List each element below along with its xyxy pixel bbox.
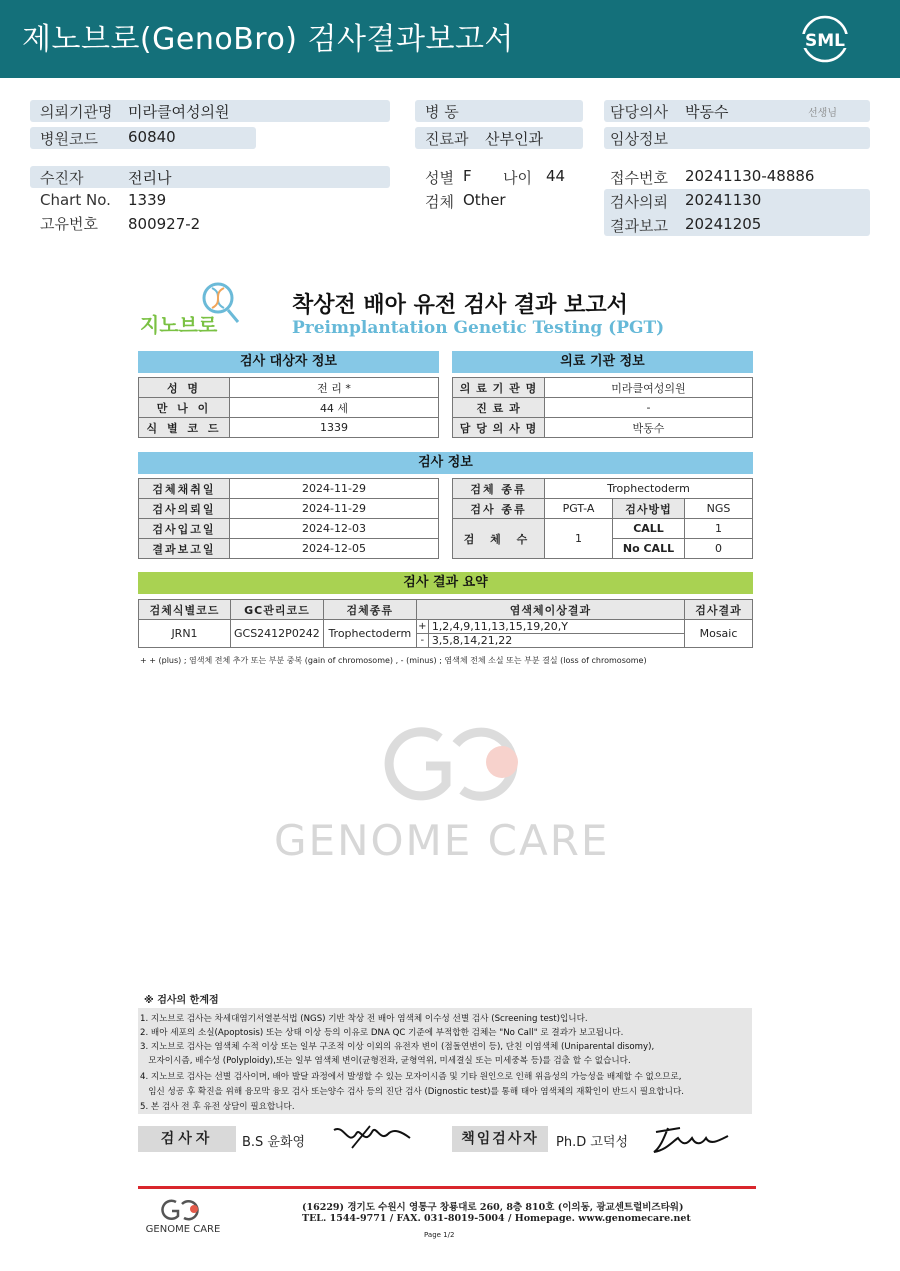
subject-id-label: 식 별 코 드 <box>139 418 230 438</box>
count-value: 1 <box>545 519 613 559</box>
clinic-dept-value: - <box>545 398 753 418</box>
receipt-value: 20241130-48886 <box>685 167 815 185</box>
clinical-info-label: 임상정보 <box>610 130 668 148</box>
subject-info-table <box>138 377 439 438</box>
institution-value: 미라클여성의원 <box>128 103 230 121</box>
report-date-value: 20241205 <box>685 215 762 233</box>
genobro-logo <box>140 280 250 340</box>
genobro-logo-text: 지노브로 <box>140 313 218 337</box>
doctor-label: 담당의사 <box>610 103 668 121</box>
report-title: 착상전 배아 유전 검사 결과 보고서 <box>292 293 628 318</box>
table-row <box>453 418 753 438</box>
table-row <box>139 539 439 559</box>
tester-signature <box>330 1120 414 1154</box>
summary-table <box>138 599 753 648</box>
test-dates-table <box>138 478 439 559</box>
table-row <box>139 398 439 418</box>
age-value: 44 <box>546 167 566 185</box>
specimen-type-value: Trophectoderm <box>545 479 753 499</box>
table-row <box>453 378 753 398</box>
nocall-label: No CALL <box>613 539 685 559</box>
supervisor-signature <box>650 1120 730 1156</box>
table-row <box>139 479 439 499</box>
info-bar <box>30 166 390 188</box>
tester-label: 검사자 <box>138 1126 236 1152</box>
genome-care-watermark-logo <box>370 720 530 810</box>
request-date-label: 검사의뢰일 <box>139 499 230 519</box>
result-value: Mosaic <box>685 620 753 648</box>
limitation-line: 2. 배아 세포의 소실(Apoptosis) 또는 상태 이상 등의 이유로 DNA QC 기준에 부적합한 검체는 "No Call" 로 결과가 보고됩니다. <box>140 1028 624 1038</box>
clinic-info-header: 의료 기관 정보 <box>452 351 753 373</box>
test-type-value: PGT-A <box>545 499 613 519</box>
report-date-label: 결과보고일 <box>139 539 230 559</box>
sml-logo-text: SML <box>805 31 845 51</box>
limitation-line: 4. 지노브로 검사는 선별 검사이며, 배아 발달 과정에서 발생할 수 있는 모자이시즘 및 기타 원인으로 인해 위음성의 가능성을 배제할 수 없으므로, <box>140 1072 682 1082</box>
limitations-title: ※ 검사의 한계점 <box>144 995 219 1006</box>
stock-date-label: 검사입고일 <box>139 519 230 539</box>
nocall-value: 0 <box>685 539 753 559</box>
subject-info-header: 검사 대상자 정보 <box>138 351 439 373</box>
report-date-value: 2024-12-05 <box>230 539 439 559</box>
sample-id-value: JRN1 <box>139 620 231 648</box>
minus-sign: - <box>416 634 428 648</box>
patient-value: 전리나 <box>128 169 172 187</box>
limitation-line: 모자이시즘, 배수성 (Polyploidy),또는 일부 염색체 변이(균형전좌, 균형역위, 미세결실 또는 미세중복 등)를 검출 할 수 없습니다. <box>140 1056 631 1066</box>
plus-chromosomes: 1,2,4,9,11,13,15,19,20,Y <box>428 620 684 634</box>
call-value: 1 <box>685 519 753 539</box>
summary-footnote: + + (plus) ; 염색체 전체 추가 또는 부분 중복 (gain of chromosome) , - (minus) ; 염색체 전체 소실 또는 부분 결실 (loss of chromosome) <box>140 656 647 665</box>
clinic-dept-label: 진 료 과 <box>453 398 545 418</box>
supervisor-label: 책임검사자 <box>452 1126 548 1152</box>
method-label: 검사방법 <box>613 499 685 519</box>
footer-divider <box>138 1186 756 1189</box>
chart-value: 1339 <box>128 191 167 209</box>
call-label: CALL <box>613 519 685 539</box>
ward-label: 병 동 <box>425 103 459 121</box>
count-label: 검 체 수 <box>453 519 545 559</box>
collect-date-value: 2024-11-29 <box>230 479 439 499</box>
watermark-text: GENOME CARE <box>274 816 610 865</box>
hospital-code-label: 병원코드 <box>40 130 98 148</box>
table-row <box>453 519 753 539</box>
test-type-label: 검사 종류 <box>453 499 545 519</box>
test-info-header: 검사 정보 <box>138 452 753 474</box>
report-date-label: 결과보고 <box>610 217 668 235</box>
request-date-value: 20241130 <box>685 191 762 209</box>
unique-id-label: 고유번호 <box>40 215 98 233</box>
table-row <box>139 499 439 519</box>
unique-id-value: 800927-2 <box>128 215 201 233</box>
clinic-doctor-value: 박동수 <box>545 418 753 438</box>
report-subtitle: Preimplantation Genetic Testing (PGT) <box>292 318 665 338</box>
tester-name: B.S 윤화영 <box>242 1135 306 1150</box>
minus-chromosomes: 3,5,8,14,21,22 <box>428 634 684 648</box>
specimen-value: Other <box>463 191 506 209</box>
table-row <box>453 479 753 499</box>
request-date-value: 2024-11-29 <box>230 499 439 519</box>
footer-address: (16229) 경기도 수원시 영통구 창룡대로 260, 8층 810호 (이의동, 광교센트럴비즈타워) <box>302 1202 684 1213</box>
page-title: 제노브로(GenoBro) 검사결과보고서 <box>22 22 514 57</box>
test-spec-table <box>452 478 753 559</box>
sex-value: F <box>463 167 472 185</box>
clinic-info-table <box>452 377 753 438</box>
doctor-value: 박동수 <box>685 103 729 121</box>
subject-id-value: 1339 <box>230 418 439 438</box>
summary-header: 검사 결과 요약 <box>138 572 753 594</box>
footer-contact: TEL. 1544-9771 / FAX. 031-8019-5004 / Homepage. www.genomecare.net <box>302 1213 691 1224</box>
department-value: 산부인과 <box>485 130 543 148</box>
limitation-line: 임신 성공 후 확진을 위해 융모막 융모 검사 또는양수 검사 등의 진단 검사 (Dignostic test)를 통해 태아 염색체의 재확인이 반드시 필요합니다. <box>140 1087 684 1097</box>
col-chromosome-result: 염색체이상결과 <box>416 600 684 620</box>
limitation-line: 1. 지노브로 검사는 차세대염기서열분석법 (NGS) 기반 착상 전 배아 염색체 이수성 선별 검사 (Screening test)입니다. <box>140 1014 588 1024</box>
sex-label: 성별 <box>425 169 454 187</box>
table-row <box>453 398 753 418</box>
clinic-name-value: 미라클여성의원 <box>545 378 753 398</box>
department-label: 진료과 <box>425 130 469 148</box>
genome-care-logo-text: GENOME CARE <box>145 1224 221 1235</box>
chart-label: Chart No. <box>40 191 111 209</box>
subject-name-value: 전 리 * <box>230 378 439 398</box>
supervisor-name: Ph.D 고덕성 <box>556 1135 629 1150</box>
col-specimen: 검체종류 <box>323 600 416 620</box>
request-date-label: 검사의뢰 <box>610 193 668 211</box>
stock-date-value: 2024-12-03 <box>230 519 439 539</box>
col-result: 검사결과 <box>685 600 753 620</box>
limitation-line: 5. 본 검사 전 후 유전 상담이 필요합니다. <box>140 1102 295 1112</box>
specimen-type-label: 검체 종류 <box>453 479 545 499</box>
patient-label: 수진자 <box>40 169 84 187</box>
specimen-label: 검체 <box>425 193 454 211</box>
table-row <box>139 620 753 634</box>
table-row <box>139 600 753 620</box>
col-gc-code: GC관리코드 <box>231 600 324 620</box>
subject-name-label: 성 명 <box>139 378 230 398</box>
limitation-line: 3. 지노브로 검사는 염색체 수적 이상 또는 일부 구조적 이상 이외의 유전자 변이 (점돌연변이 등), 단친 이염색체 (Uniparental disomy), <box>140 1042 655 1052</box>
clinic-name-label: 의 료 기 관 명 <box>453 378 545 398</box>
clinic-doctor-label: 담 당 의 사 명 <box>453 418 545 438</box>
gc-code-value: GCS2412P0242 <box>231 620 324 648</box>
sml-logo <box>798 14 852 64</box>
subject-age-value: 44 세 <box>230 398 439 418</box>
specimen-value: Trophectoderm <box>323 620 416 648</box>
table-row <box>453 499 753 519</box>
collect-date-label: 검체채취일 <box>139 479 230 499</box>
subject-age-label: 만 나 이 <box>139 398 230 418</box>
genome-care-logo <box>138 1196 228 1236</box>
hospital-code-value: 60840 <box>128 128 176 146</box>
table-row <box>139 378 439 398</box>
institution-label: 의뢰기관명 <box>40 103 113 121</box>
plus-sign: + <box>418 621 427 632</box>
page-number: Page 1/2 <box>424 1231 455 1239</box>
method-value: NGS <box>685 499 753 519</box>
col-sample-id: 검체식별코드 <box>139 600 231 620</box>
table-row <box>139 418 439 438</box>
receipt-label: 접수번호 <box>610 169 668 187</box>
age-label: 나이 <box>503 169 532 187</box>
doctor-suffix: 선생님 <box>808 108 837 119</box>
table-row <box>139 519 439 539</box>
